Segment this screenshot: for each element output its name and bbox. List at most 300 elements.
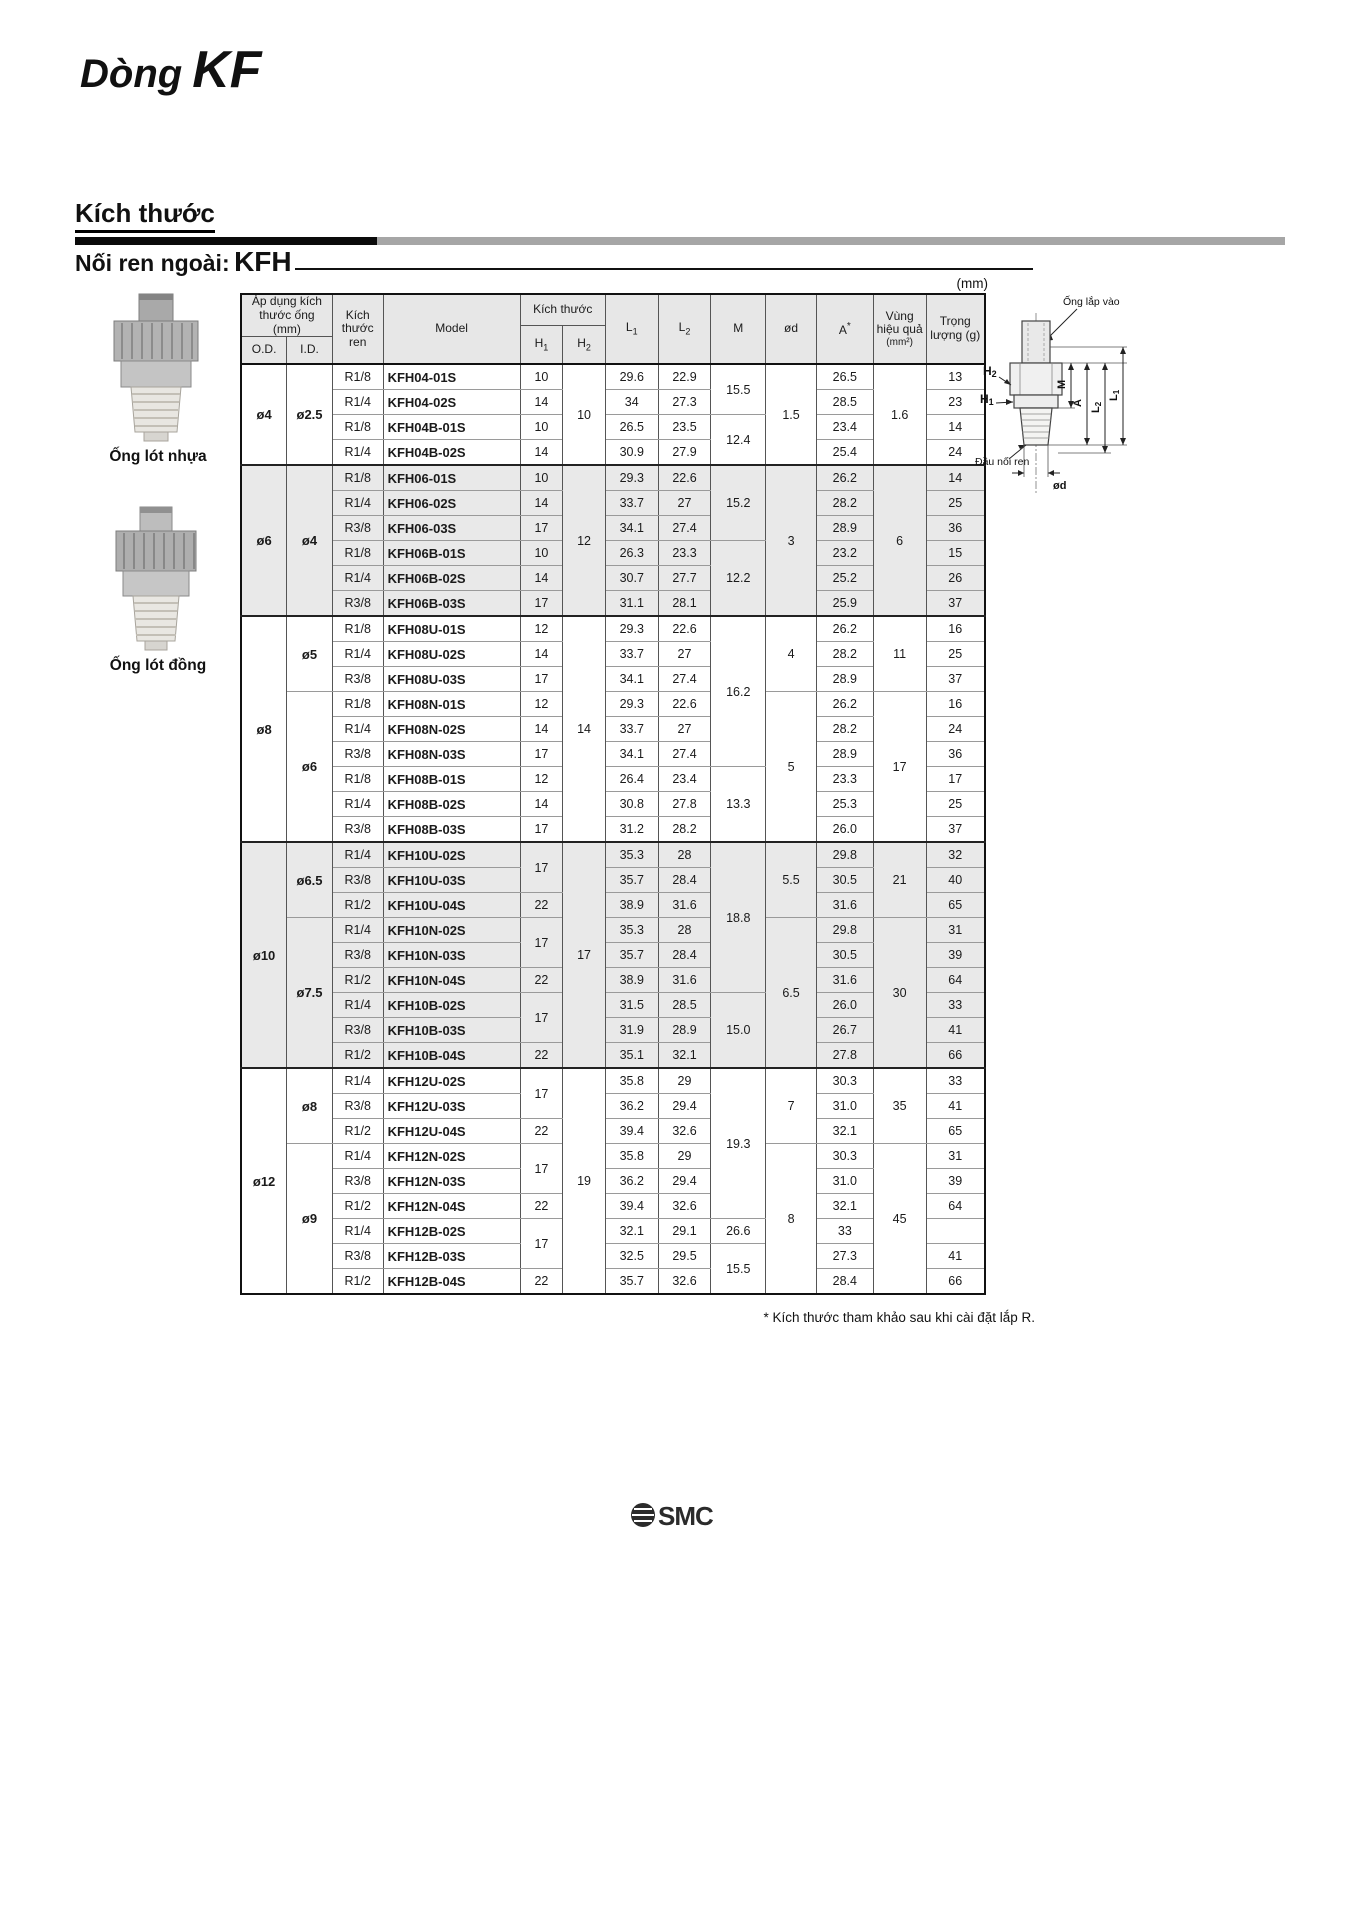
photo-caption-plastic-sleeve: Ống lót nhựa (109, 448, 207, 465)
table-cell: 27.4 (658, 667, 711, 692)
table-cell: 6.5 (766, 918, 817, 1069)
unit-label: (mm) (956, 276, 988, 291)
table-cell: 27 (658, 491, 711, 516)
table-cell: 29.8 (816, 918, 873, 943)
dimension-diagram (975, 293, 1160, 508)
col-od: O.D. (241, 337, 287, 365)
table-cell: 14 (563, 616, 606, 842)
table-cell: 27.3 (816, 1244, 873, 1269)
table-cell: 14 (520, 390, 563, 415)
table-cell: 33.7 (605, 717, 658, 742)
table-cell: 15.5 (711, 364, 766, 415)
table-cell: 13.3 (711, 767, 766, 843)
table-cell: 7 (766, 1068, 817, 1144)
table-cell: R3/8 (332, 1094, 383, 1119)
dimension-table-body (241, 364, 985, 1294)
table-cell: 10 (520, 415, 563, 440)
table-cell: 17 (520, 1144, 563, 1194)
table-cell: 28 (658, 918, 711, 943)
table-cell: R3/8 (332, 1018, 383, 1043)
table-cell: 28.4 (658, 868, 711, 893)
table-cell: 25 (926, 491, 985, 516)
smc-logo-mark (631, 1503, 655, 1527)
table-cell: 27.4 (658, 516, 711, 541)
table-cell: 14 (520, 566, 563, 591)
table-cell: 15.2 (711, 465, 766, 541)
table-cell: 17 (520, 742, 563, 767)
page-title-prefix: Dòng (80, 52, 183, 96)
table-cell: 31 (926, 1144, 985, 1169)
col-l1: $L_1$ (605, 294, 658, 364)
table-cell: 10 (520, 364, 563, 390)
table-cell: R1/2 (332, 1119, 383, 1144)
model-cell: KFH10B-02S (383, 993, 520, 1018)
model-cell: KFH04-01S (383, 364, 520, 390)
table-cell: R1/4 (332, 440, 383, 466)
table-cell: 27 (658, 642, 711, 667)
table-cell: ø2.5 (287, 364, 333, 465)
table-cell: 16.2 (711, 616, 766, 767)
table-cell: 35.7 (605, 943, 658, 968)
table-cell: 26.5 (605, 415, 658, 440)
table-cell: 28.5 (816, 390, 873, 415)
table-cell: 29.8 (816, 842, 873, 868)
table-cell: 6 (873, 465, 926, 616)
table-cell: 14 (520, 792, 563, 817)
table-cell: 33 (816, 1219, 873, 1244)
diagram-m-label: M (1056, 379, 1068, 389)
table-cell: 64 (926, 968, 985, 993)
table-cell: R3/8 (332, 943, 383, 968)
model-cell: KFH12B-03S (383, 1244, 520, 1269)
table-cell: 41 (926, 1094, 985, 1119)
table-cell: 24 (926, 440, 985, 466)
table-cell: ø6 (287, 692, 333, 843)
table-cell: ø6.5 (287, 842, 333, 918)
table-cell: 30.9 (605, 440, 658, 466)
table-cell: ø6 (241, 465, 287, 616)
table-cell: 25.9 (816, 591, 873, 617)
table-cell: 30.7 (605, 566, 658, 591)
table-cell: R1/4 (332, 918, 383, 943)
table-cell: R1/8 (332, 364, 383, 390)
table-cell: 26.2 (816, 465, 873, 491)
model-cell: KFH08U-03S (383, 667, 520, 692)
table-cell: 17 (926, 767, 985, 792)
table-cell: 25.3 (816, 792, 873, 817)
model-cell: KFH10U-04S (383, 893, 520, 918)
table-cell: 27.8 (658, 792, 711, 817)
table-cell: 27 (658, 717, 711, 742)
model-cell: KFH04B-01S (383, 415, 520, 440)
table-cell: 32 (926, 842, 985, 868)
table-cell: 41 (926, 1018, 985, 1043)
table-cell: 36 (926, 516, 985, 541)
table-cell: 28.9 (816, 742, 873, 767)
table-cell: 15.0 (711, 993, 766, 1069)
table-cell: 28.2 (658, 817, 711, 843)
table-cell: 35 (873, 1068, 926, 1144)
table-cell: 29.4 (658, 1094, 711, 1119)
table-cell: 31.2 (605, 817, 658, 843)
table-cell: 30.5 (816, 868, 873, 893)
table-cell: 33.7 (605, 491, 658, 516)
table-cell: R1/4 (332, 993, 383, 1018)
table-cell: 22 (520, 893, 563, 918)
table-cell: 30.3 (816, 1068, 873, 1094)
table-cell: 30.5 (816, 943, 873, 968)
col-effective-area: Vùng hiệu quả (mm²) (873, 294, 926, 364)
section-heading (75, 198, 1285, 245)
photo-caption-brass-sleeve: Ống lót đồng (109, 657, 207, 674)
table-footnote: * Kích thước tham khảo sau khi cài đặt lắp R. (763, 1310, 1035, 1325)
table-cell: 22.9 (658, 364, 711, 390)
diagram-od-label: ød (1053, 480, 1067, 492)
table-cell: R1/8 (332, 415, 383, 440)
table-cell: 32.6 (658, 1194, 711, 1219)
table-cell: 31.0 (816, 1094, 873, 1119)
subsection-heading-text: Nối ren ngoài: (75, 250, 230, 276)
model-cell: KFH08N-01S (383, 692, 520, 717)
table-cell: 32.5 (605, 1244, 658, 1269)
table-cell: R1/8 (332, 692, 383, 717)
dimension-table (240, 293, 986, 1295)
table-cell: ø5 (287, 616, 333, 692)
table-cell: 23.2 (816, 541, 873, 566)
table-cell: ø8 (287, 1068, 333, 1144)
model-cell: KFH06-01S (383, 465, 520, 491)
table-cell: 22 (520, 1119, 563, 1144)
table-cell: 65 (926, 1119, 985, 1144)
diagram-h2-label: H2 (983, 364, 997, 379)
section-heading-bar-accent (75, 237, 377, 245)
table-cell: 22 (520, 1043, 563, 1069)
table-cell: 17 (873, 692, 926, 843)
table-cell: 28.2 (816, 642, 873, 667)
table-cell: R1/4 (332, 792, 383, 817)
table-cell: 35.8 (605, 1144, 658, 1169)
table-cell: 26.0 (816, 817, 873, 843)
table-cell: 27.3 (658, 390, 711, 415)
table-cell: 22 (520, 1194, 563, 1219)
table-cell: ø4 (287, 465, 333, 616)
table-cell: 29.3 (605, 692, 658, 717)
table-cell: 27.7 (658, 566, 711, 591)
table-cell: R1/4 (332, 1219, 383, 1244)
table-cell: 22.6 (658, 465, 711, 491)
table-cell: 45 (873, 1144, 926, 1295)
table-cell: 17 (520, 591, 563, 617)
table-cell: 36.2 (605, 1169, 658, 1194)
table-cell: R3/8 (332, 742, 383, 767)
table-cell: 26.3 (605, 541, 658, 566)
table-cell: R1/2 (332, 1269, 383, 1295)
table-cell: 29 (658, 1068, 711, 1094)
col-od-small: ød (766, 294, 817, 364)
table-cell: R1/4 (332, 717, 383, 742)
table-cell: 14 (926, 465, 985, 491)
diagram-l1-label: L1 (1108, 389, 1121, 401)
table-cell: 32.6 (658, 1119, 711, 1144)
table-cell: 21 (873, 842, 926, 918)
model-cell: KFH04B-02S (383, 440, 520, 466)
diagram-tube-label: Ống lắp vào (1063, 296, 1120, 308)
table-cell: 36 (926, 742, 985, 767)
table-cell: 38.9 (605, 893, 658, 918)
table-cell: 1.6 (873, 364, 926, 465)
col-h2: $H_2$ (563, 326, 606, 365)
section-heading-bar (75, 237, 1285, 245)
table-cell: 25 (926, 792, 985, 817)
model-cell: KFH10B-03S (383, 1018, 520, 1043)
table-cell: 29.3 (605, 616, 658, 642)
table-cell: 29.4 (658, 1169, 711, 1194)
table-cell: 26.2 (816, 616, 873, 642)
model-cell: KFH10U-02S (383, 842, 520, 868)
table-cell: 35.3 (605, 918, 658, 943)
table-cell: 23.4 (816, 415, 873, 440)
model-cell: KFH06B-03S (383, 591, 520, 617)
smc-logo-text: SMC (658, 1501, 713, 1531)
table-cell: R3/8 (332, 1244, 383, 1269)
table-cell: 40 (926, 868, 985, 893)
table-cell: 29.6 (605, 364, 658, 390)
table-cell: 34 (605, 390, 658, 415)
table-cell: 31.6 (658, 968, 711, 993)
table-cell: 17 (520, 1219, 563, 1269)
model-cell: KFH10N-02S (383, 918, 520, 943)
table-cell: 17 (520, 817, 563, 843)
model-cell: KFH12U-02S (383, 1068, 520, 1094)
table-cell: 28 (658, 842, 711, 868)
table-cell: 28.9 (816, 667, 873, 692)
page-title (80, 40, 262, 100)
table-cell: 15 (926, 541, 985, 566)
table-cell: 23.3 (658, 541, 711, 566)
col-dimensions-group: Kích thước (520, 294, 605, 326)
table-cell: 16 (926, 616, 985, 642)
table-cell: 10 (520, 465, 563, 491)
table-cell: 29.3 (605, 465, 658, 491)
table-cell: R3/8 (332, 516, 383, 541)
table-row (241, 364, 985, 390)
table-cell: 12.2 (711, 541, 766, 617)
table-cell: R1/4 (332, 566, 383, 591)
col-model: Model (383, 294, 520, 364)
table-cell: 29 (658, 1144, 711, 1169)
table-row (241, 918, 985, 943)
table-cell: 66 (926, 1269, 985, 1295)
table-row (241, 1144, 985, 1169)
table-cell: R1/2 (332, 968, 383, 993)
model-cell: KFH12B-02S (383, 1219, 520, 1244)
table-cell: R3/8 (332, 667, 383, 692)
page-title-series: KF (192, 41, 262, 99)
model-cell: KFH12N-04S (383, 1194, 520, 1219)
table-cell: 38.9 (605, 968, 658, 993)
table-cell: 35.3 (605, 842, 658, 868)
model-cell: KFH08N-03S (383, 742, 520, 767)
table-cell: 29.1 (658, 1219, 711, 1244)
table-cell: 26.7 (816, 1018, 873, 1043)
col-h1: $H_1$ (520, 326, 563, 365)
table-cell: 32.1 (816, 1119, 873, 1144)
table-cell: ø8 (241, 616, 287, 842)
table-row (241, 1068, 985, 1094)
table-cell: 33 (926, 993, 985, 1018)
table-cell: 28.4 (816, 1269, 873, 1295)
table-cell: R1/4 (332, 491, 383, 516)
smc-logo (629, 1498, 729, 1537)
table-cell: R1/8 (332, 541, 383, 566)
table-cell: 41 (926, 1244, 985, 1269)
col-thread-size: Kích thước ren (332, 294, 383, 364)
table-cell: 17 (520, 918, 563, 968)
col-id: I.D. (287, 337, 333, 365)
table-cell: 31.0 (816, 1169, 873, 1194)
table-cell: 31.1 (605, 591, 658, 617)
model-cell: KFH08B-02S (383, 792, 520, 817)
table-cell: ø7.5 (287, 918, 333, 1069)
model-cell: KFH06B-01S (383, 541, 520, 566)
table-cell: 14 (520, 717, 563, 742)
table-cell: 29.5 (658, 1244, 711, 1269)
product-photo-brass-sleeve (112, 505, 202, 660)
table-cell: 17 (520, 667, 563, 692)
table-cell: 66 (926, 1043, 985, 1069)
table-cell: 22 (520, 1269, 563, 1295)
table-cell: 11 (873, 616, 926, 692)
table-cell: 25 (926, 642, 985, 667)
table-cell: 30.8 (605, 792, 658, 817)
section-heading-text: Kích thước (75, 198, 215, 233)
table-cell: 28.4 (658, 943, 711, 968)
table-cell: 19.3 (711, 1068, 766, 1219)
table-cell: 26.5 (816, 364, 873, 390)
table-cell: 23 (926, 390, 985, 415)
table-cell: 26.2 (816, 692, 873, 717)
table-cell: 17 (520, 516, 563, 541)
table-cell: 3 (766, 465, 817, 616)
table-cell: 37 (926, 591, 985, 617)
table-cell: 10 (520, 541, 563, 566)
table-cell: 28.2 (816, 717, 873, 742)
table-cell: 27.4 (658, 742, 711, 767)
table-cell: 31.6 (816, 968, 873, 993)
table-cell: 23.4 (658, 767, 711, 792)
table-row (241, 616, 985, 642)
model-cell: KFH12N-02S (383, 1144, 520, 1169)
table-cell: 26.4 (605, 767, 658, 792)
table-cell: 37 (926, 667, 985, 692)
table-cell: 23.5 (658, 415, 711, 440)
table-cell: 22.6 (658, 692, 711, 717)
table-cell: 35.7 (605, 1269, 658, 1295)
model-cell: KFH08B-01S (383, 767, 520, 792)
table-cell: 32.6 (658, 1269, 711, 1295)
table-cell: 31.9 (605, 1018, 658, 1043)
table-cell: 39 (926, 1169, 985, 1194)
table-cell: 8 (766, 1144, 817, 1295)
table-cell: 34.1 (605, 667, 658, 692)
table-cell: 31.6 (816, 893, 873, 918)
table-cell: ø12 (241, 1068, 287, 1294)
table-cell: 37 (926, 817, 985, 843)
table-cell: R1/2 (332, 893, 383, 918)
model-cell: KFH06B-02S (383, 566, 520, 591)
subsection-rule (295, 268, 1033, 270)
table-cell: R3/8 (332, 817, 383, 843)
product-photo-plastic-sleeve (108, 292, 204, 449)
table-cell: R3/8 (332, 868, 383, 893)
table-cell: 12 (520, 616, 563, 642)
model-cell: KFH06-03S (383, 516, 520, 541)
table-cell: 64 (926, 1194, 985, 1219)
model-cell: KFH08B-03S (383, 817, 520, 843)
table-cell: R1/4 (332, 390, 383, 415)
table-cell: 28.9 (816, 516, 873, 541)
table-cell: 17 (520, 1068, 563, 1119)
table-cell: 28.5 (658, 993, 711, 1018)
table-cell: ø9 (287, 1144, 333, 1295)
table-cell: 10 (563, 364, 606, 465)
table-cell: 27.8 (816, 1043, 873, 1069)
table-cell: 13 (926, 364, 985, 390)
table-cell: ø10 (241, 842, 287, 1068)
table-cell: 33.7 (605, 642, 658, 667)
table-cell: 17 (520, 842, 563, 893)
table-row (241, 465, 985, 491)
table-cell: 28.2 (816, 491, 873, 516)
table-cell: R1/4 (332, 642, 383, 667)
table-cell: 26.0 (816, 993, 873, 1018)
table-cell: 32.1 (658, 1043, 711, 1069)
model-cell: KFH04-02S (383, 390, 520, 415)
model-cell: KFH08U-02S (383, 642, 520, 667)
model-cell: KFH12U-04S (383, 1119, 520, 1144)
table-cell: 23.3 (816, 767, 873, 792)
table-cell: 28.1 (658, 591, 711, 617)
table-cell: 22 (520, 968, 563, 993)
table-cell: 31.6 (658, 893, 711, 918)
table-cell: R1/8 (332, 767, 383, 792)
diagram-l2-label: L2 (1090, 401, 1103, 413)
table-cell: 12 (520, 692, 563, 717)
table-cell: 35.7 (605, 868, 658, 893)
model-cell: KFH08N-02S (383, 717, 520, 742)
table-cell: 35.1 (605, 1043, 658, 1069)
table-cell: 39.4 (605, 1194, 658, 1219)
table-cell: 22.6 (658, 616, 711, 642)
diagram-thread-label: Đầu nối ren (975, 456, 1030, 468)
table-cell: 25.2 (816, 566, 873, 591)
table-cell: R1/8 (332, 616, 383, 642)
table-cell: 17 (520, 993, 563, 1043)
table-cell: R1/4 (332, 1144, 383, 1169)
model-cell: KFH06-02S (383, 491, 520, 516)
table-cell: 65 (926, 893, 985, 918)
col-l2: $L_2$ (658, 294, 711, 364)
table-cell: 17 (563, 842, 606, 1068)
table-cell: 34.1 (605, 516, 658, 541)
table-cell: 26.6 (711, 1219, 766, 1244)
model-cell: KFH08U-01S (383, 616, 520, 642)
table-cell: 32.1 (605, 1219, 658, 1244)
table-cell: 36.2 (605, 1094, 658, 1119)
table-cell: 19 (563, 1068, 606, 1294)
table-cell: 24 (926, 717, 985, 742)
table-cell: 5.5 (766, 842, 817, 918)
